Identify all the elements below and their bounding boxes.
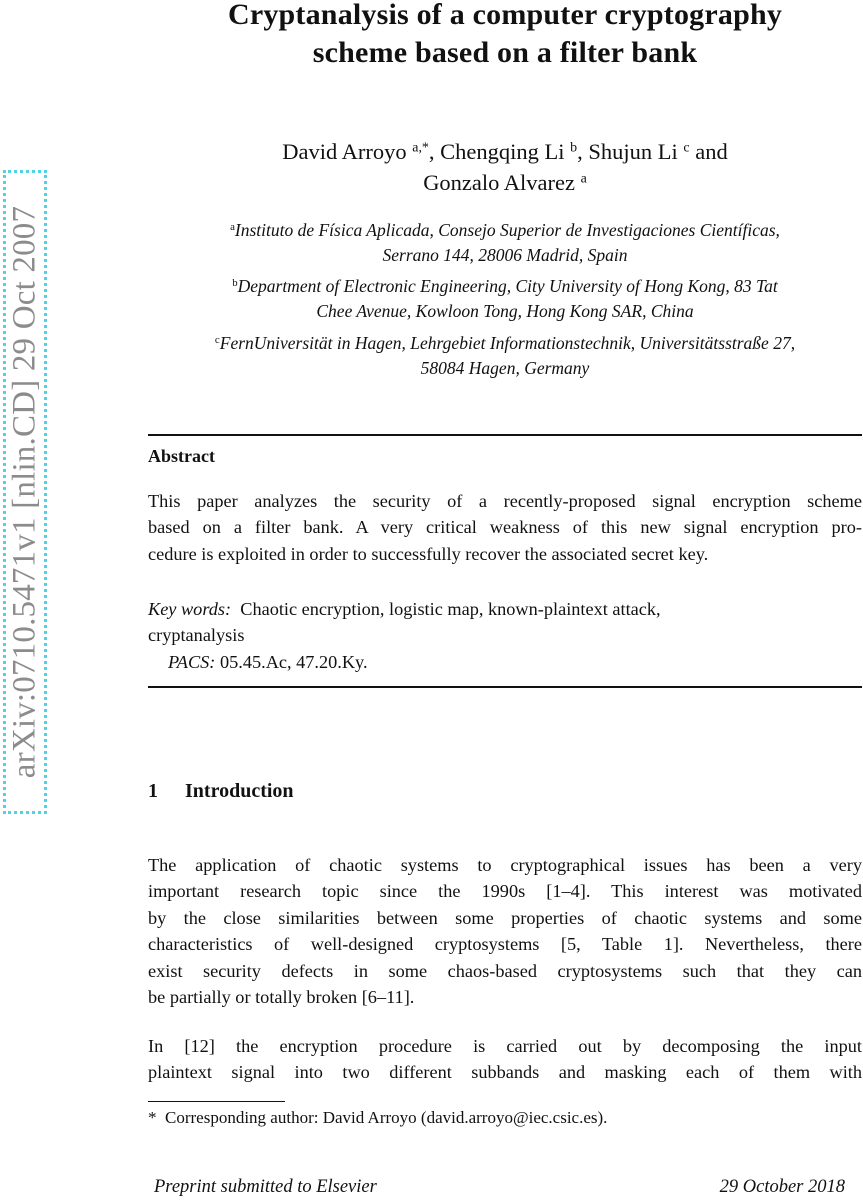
abstract-heading: Abstract [148, 446, 215, 466]
author-line-2 [148, 167, 862, 198]
paragraph-line: be partially or totally broken [6–11]. [148, 987, 415, 1008]
title-line-2: scheme based on a filter bank [312, 36, 698, 69]
section-title: Introduction [185, 780, 294, 802]
author-name: David Arroyo [282, 139, 407, 164]
abstract-text [148, 488, 862, 567]
keywords-label: Key words: [148, 599, 232, 619]
keywords-text: cryptanalysis [148, 625, 245, 646]
section-number: 1 [148, 780, 158, 802]
affiliation-b [148, 274, 862, 324]
footnote-mark: * [148, 1108, 157, 1127]
affiliation-line: Serrano 144, 28006 Madrid, Spain [382, 245, 628, 265]
paragraph-line: characteristics of well-designed cryptosystems [5, Table 1]. Nevertheless, there [148, 934, 862, 955]
paragraph-line: In [12] the encryption procedure is carried out by decomposing the input [148, 1036, 862, 1056]
author-line-1: David Arroyo $^{a,*}$, Chengqing Li $^b$, Shujun Li $^c$ and [282, 139, 728, 164]
author-affil-mark: c [683, 140, 690, 156]
paragraph-line: by the close similarities between some properties of chaotic systems and some [148, 907, 862, 928]
abstract-line: This paper analyzes the security of a recently-proposed signal encryption scheme [148, 491, 862, 511]
abstract-bottom-rule [148, 686, 862, 688]
paragraph-line: exist security defects in some chaos-based cryptosystems such that they can [148, 960, 862, 981]
keywords-block [148, 596, 862, 675]
affiliation-line: Chee Avenue, Kowloon Tong, Hong Kong SAR, China [316, 301, 694, 321]
affiliation-mark: a [230, 221, 235, 234]
affiliation-line: Department of Electronic Engineering, City University of Hong Kong, 83 Tat [237, 276, 778, 296]
abstract-top-rule [148, 434, 862, 436]
footnote-text: Corresponding author: David Arroyo (david.arroyo@iec.csic.es). [165, 1108, 608, 1127]
pacs-label: PACS: [168, 651, 216, 672]
author-conjunction: and [695, 139, 728, 164]
abstract-line: cedure is exploited in order to successfully recover the associated secret key. [148, 543, 709, 564]
affiliation-c [148, 331, 862, 381]
intro-paragraph-2 [148, 1033, 862, 1086]
paper-title [148, 0, 862, 72]
affiliation-a [148, 218, 862, 268]
paragraph-line: important research topic since the 1990s [1–4]. This interest was motivated [148, 881, 862, 902]
footnote [148, 1106, 607, 1130]
pacs-value: 05.45.Ac, 47.20.Ky. [219, 651, 368, 672]
abstract-line: based on a filter bank. A very critical weakness of this new signal encryption pro- [148, 517, 862, 538]
affiliation-line: 58084 Hagen, Germany [420, 358, 590, 378]
footer-preprint-note: Preprint submitted to Elsevier [154, 1177, 377, 1197]
section-heading [148, 780, 294, 803]
affiliation-mark: c [214, 334, 220, 347]
author-name: Chengqing Li [440, 139, 565, 164]
title-line-1: Cryptanalysis of a computer cryptography [227, 0, 783, 31]
affiliation-line: Instituto de Física Aplicada, Consejo Superior de Investigaciones Científicas, [234, 220, 780, 240]
arxiv-stamp: arXiv:0710.5471v1 [nlin.CD] 29 Oct 2007 [6, 205, 43, 779]
footnote-rule [148, 1101, 285, 1102]
paragraph-line: plaintext signal into two different subbands and masking each of them with [148, 1062, 862, 1083]
author-affil-mark: b [570, 140, 578, 156]
affiliation-line: FernUniversität in Hagen, Lehrgebiet Informationstechnik, Universitätsstraße 27, [219, 333, 796, 353]
intro-paragraph-1 [148, 852, 862, 1010]
author-list [148, 136, 862, 198]
footer-date: 29 October 2018 [719, 1177, 845, 1197]
author-affil-mark: a,* [412, 140, 429, 156]
author-name: Gonzalo Alvarez [423, 170, 575, 195]
author-affil-mark: a [580, 171, 587, 187]
paragraph-line: The application of chaotic systems to cryptographical issues has been a very [148, 855, 862, 875]
affiliation-mark: b [232, 277, 238, 290]
keywords-text: Chaotic encryption, logistic map, known-plaintext attack, [240, 599, 661, 619]
author-name: Shujun Li [588, 139, 678, 164]
